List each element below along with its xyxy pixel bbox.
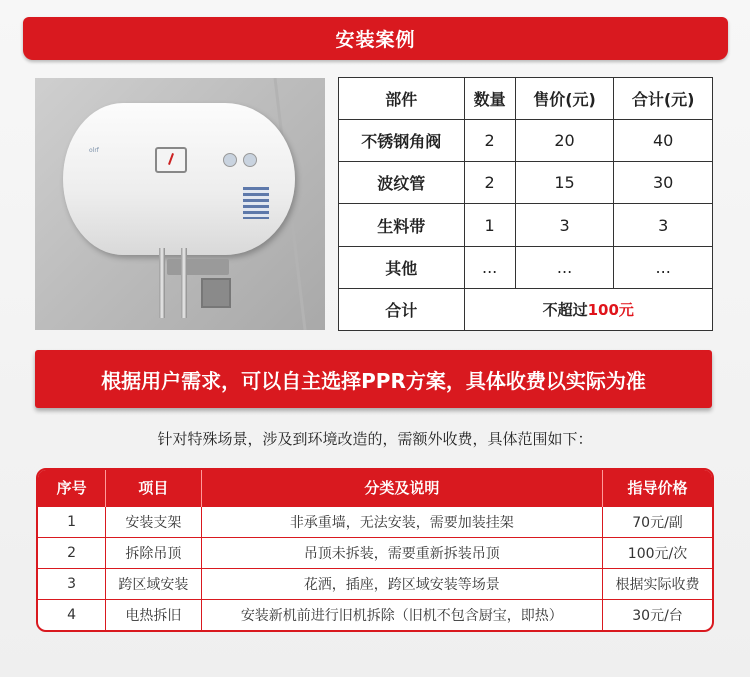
quantity-cell: 1 — [464, 204, 515, 246]
inlet-pipe-image — [159, 248, 165, 318]
slogan-text: 根据用户需求，可以自主选择PPR方案，具体收费以实际为准 — [101, 368, 646, 393]
total-row — [339, 288, 713, 330]
table-row — [339, 120, 713, 162]
table-row — [339, 162, 713, 204]
heater-brand-text: olrf — [89, 147, 99, 154]
parts-table-header-row — [339, 78, 713, 120]
fee-table-header-row — [38, 470, 712, 506]
fee-index-cell: 4 — [38, 599, 106, 630]
fee-header-cell: 指导价格 — [603, 470, 712, 506]
fee-price-cell: 70元/副 — [603, 506, 712, 537]
part-name-cell: 生料带 — [339, 204, 465, 246]
subtotal-cell: 40 — [614, 120, 713, 162]
parts-header-cell: 数量 — [464, 78, 515, 120]
fee-item-cell: 拆除吊顶 — [106, 537, 201, 568]
total-label-cell: 合计 — [339, 288, 465, 330]
fee-item-cell: 电热拆旧 — [106, 599, 201, 630]
heater-knob-icon — [223, 153, 237, 167]
fee-description-cell: 非承重墙，无法安装，需要加装挂架 — [201, 506, 602, 537]
fee-description-cell: 安装新机前进行旧机拆除（旧机不包含厨宝，即热） — [201, 599, 602, 630]
table-row — [38, 599, 712, 630]
fee-header-cell: 序号 — [38, 470, 106, 506]
quantity-cell: ... — [464, 246, 515, 288]
quantity-cell: 2 — [464, 120, 515, 162]
heater-pipe-bracket — [167, 259, 229, 275]
parts-header-cell: 部件 — [339, 78, 465, 120]
section-title: 安装案例 — [335, 29, 416, 51]
subtotal-cell: 3 — [614, 204, 713, 246]
table-row — [38, 506, 712, 537]
fee-price-cell: 30元/台 — [603, 599, 712, 630]
outlet-pipe-image — [181, 248, 187, 318]
slogan-banner — [35, 350, 712, 408]
subtotal-cell: 30 — [614, 162, 713, 204]
fee-index-cell: 3 — [38, 568, 106, 599]
extra-fee-note: 针对特殊场景，涉及到环境改造的，需额外收费，具体范围如下： — [157, 430, 593, 448]
fee-price-cell: 100元/次 — [603, 537, 712, 568]
section-title-banner — [23, 17, 728, 60]
fee-index-cell: 1 — [38, 506, 106, 537]
part-name-cell: 其他 — [339, 246, 465, 288]
total-value-cell — [464, 288, 712, 330]
table-row — [339, 246, 713, 288]
fee-header-cell: 分类及说明 — [201, 470, 602, 506]
wall-socket-image — [201, 278, 231, 308]
heater-label-sticker — [243, 187, 269, 219]
installation-photo — [35, 78, 325, 330]
total-prefix: 不超过 — [542, 300, 588, 319]
part-name-cell: 不锈钢角阀 — [339, 120, 465, 162]
unit-price-cell: ... — [515, 246, 614, 288]
unit-price-cell: 20 — [515, 120, 614, 162]
fee-header-cell: 项目 — [106, 470, 201, 506]
table-row — [339, 204, 713, 246]
water-heater-image — [63, 103, 295, 255]
heater-knob-icon — [243, 153, 257, 167]
fee-item-cell: 跨区域安装 — [106, 568, 201, 599]
part-name-cell: 波纹管 — [339, 162, 465, 204]
fee-description-cell: 吊顶未拆装，需要重新拆装吊顶 — [201, 537, 602, 568]
unit-price-cell: 15 — [515, 162, 614, 204]
heater-gauge-icon — [155, 147, 187, 173]
total-amount: 100元 — [587, 300, 634, 319]
fee-item-cell: 安装支架 — [106, 506, 201, 537]
parts-price-table — [338, 77, 713, 331]
parts-header-cell: 售价(元) — [515, 78, 614, 120]
extra-fee-table — [36, 468, 714, 632]
fee-index-cell: 2 — [38, 537, 106, 568]
parts-header-cell: 合计(元) — [614, 78, 713, 120]
fee-description-cell: 花洒，插座，跨区域安装等场景 — [201, 568, 602, 599]
quantity-cell: 2 — [464, 162, 515, 204]
table-row — [38, 537, 712, 568]
subtotal-cell: ... — [614, 246, 713, 288]
table-row — [38, 568, 712, 599]
unit-price-cell: 3 — [515, 204, 614, 246]
fee-price-cell: 根据实际收费 — [603, 568, 712, 599]
